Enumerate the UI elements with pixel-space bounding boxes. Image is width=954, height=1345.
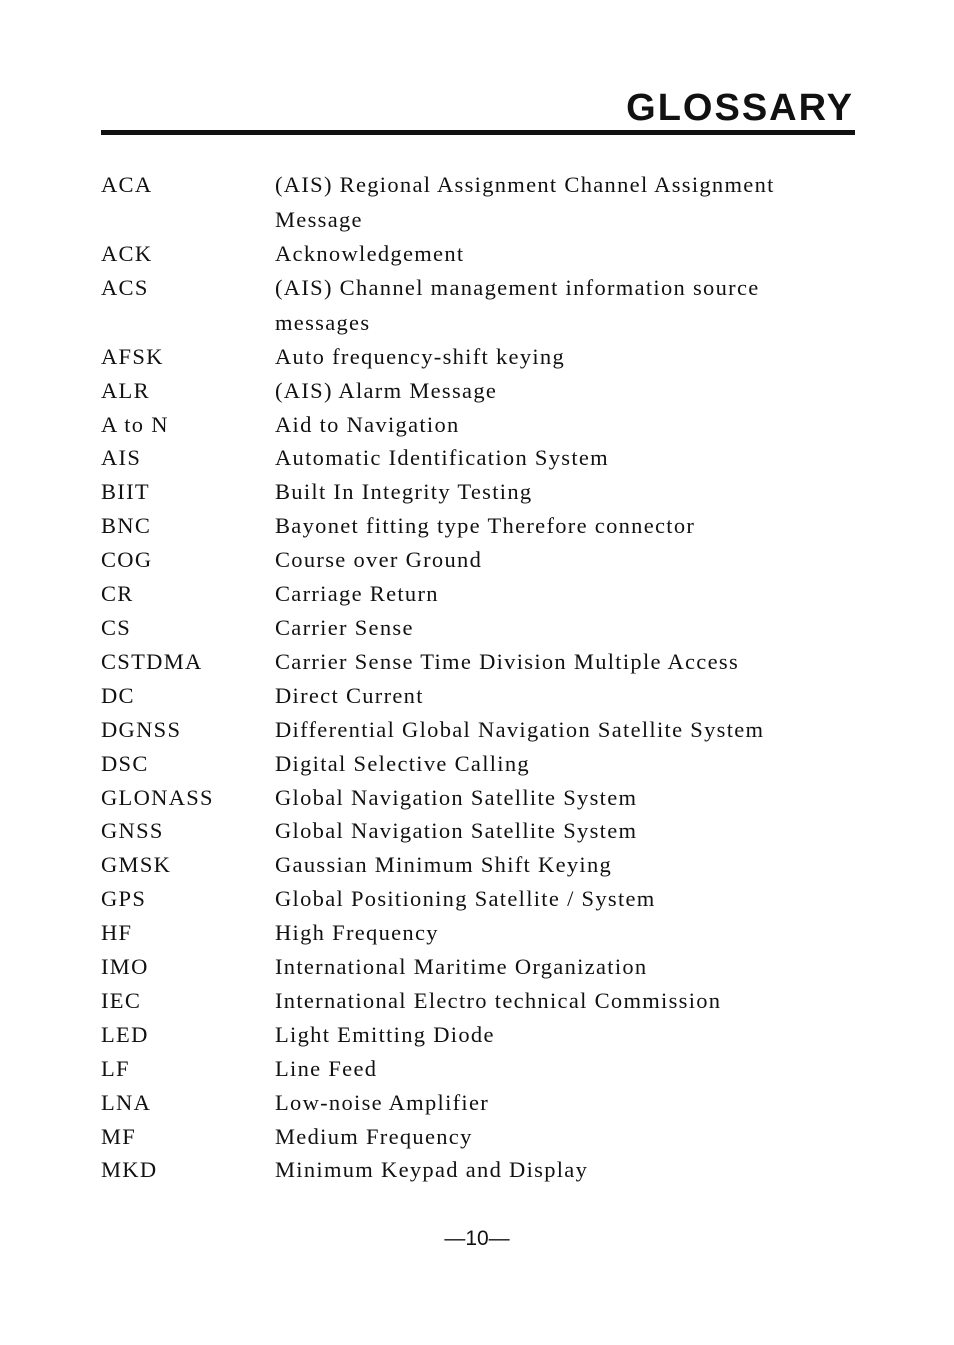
glossary-entry [101, 1119, 855, 1154]
glossary-definition: Global Positioning Satellite / System [275, 886, 656, 912]
glossary-term: CS [101, 614, 132, 640]
glossary-definition: Built In Integrity Testing [275, 479, 533, 505]
glossary-term: AIS [101, 445, 142, 471]
glossary-term: MF [101, 1123, 137, 1149]
glossary-definition: Carrier Sense Time Division Multiple Access [275, 648, 739, 674]
glossary-definition: International Maritime Organization [275, 954, 648, 980]
glossary-definition: Acknowledgement [275, 240, 465, 266]
glossary-term: BNC [101, 513, 152, 539]
glossary-term: ALR [101, 377, 150, 403]
glossary-definition: International Electro technical Commission [275, 987, 722, 1013]
glossary-definition: Direct Current [275, 682, 424, 708]
glossary-definition: Light Emitting Diode [275, 1021, 495, 1047]
glossary-entry [101, 440, 855, 475]
glossary-definition: Carriage Return [275, 581, 439, 607]
glossary-term: ACA [101, 172, 153, 197]
glossary-entry [101, 678, 855, 713]
glossary-term: GNSS [101, 818, 164, 844]
glossary-term: ACS [101, 274, 149, 300]
glossary-term: CSTDMA [101, 648, 203, 674]
glossary-definition: Global Navigation Satellite System [275, 818, 638, 844]
glossary-term: GLONASS [101, 784, 214, 810]
glossary-definition: (AIS) Alarm Message [275, 377, 498, 403]
glossary-entry [101, 1051, 855, 1086]
glossary-entry [101, 270, 855, 340]
glossary-definition: Auto frequency-shift keying [275, 343, 566, 369]
glossary-entry [101, 847, 855, 882]
glossary-definition: Course over Ground [275, 547, 483, 573]
glossary-term: LED [101, 1021, 149, 1047]
glossary-entry [101, 542, 855, 577]
glossary-definition: Differential Global Navigation Satellite System [275, 716, 765, 742]
glossary-entry [101, 813, 855, 848]
glossary-definition: (AIS) Channel management information source messages [275, 274, 760, 335]
glossary-entry [101, 236, 855, 271]
glossary-entry [101, 780, 855, 815]
glossary-term: LNA [101, 1089, 152, 1115]
glossary-entry [101, 508, 855, 543]
glossary-term: MKD [101, 1157, 158, 1183]
glossary-term: GPS [101, 886, 147, 912]
glossary-term: ACK [101, 240, 153, 266]
glossary-entry [101, 407, 855, 442]
glossary-term: AFSK [101, 343, 164, 369]
page-title: GLOSSARY [626, 87, 854, 129]
glossary-definition: High Frequency [275, 920, 439, 946]
glossary-entry [101, 1085, 855, 1120]
glossary-term: DC [101, 682, 135, 708]
glossary-term: LF [101, 1055, 130, 1081]
glossary-definition: Medium Frequency [275, 1123, 473, 1149]
glossary-entry [101, 881, 855, 916]
glossary-entry [101, 915, 855, 950]
glossary-entry [101, 949, 855, 984]
glossary-definition: Minimum Keypad and Display [275, 1157, 589, 1183]
glossary-definition: Gaussian Minimum Shift Keying [275, 852, 613, 878]
glossary-entry [101, 339, 855, 374]
glossary-entry [101, 983, 855, 1018]
glossary-definition: Carrier Sense [275, 614, 414, 640]
glossary-definition: Digital Selective Calling [275, 750, 530, 776]
glossary-entry [101, 746, 855, 781]
glossary-term: IEC [101, 987, 142, 1013]
glossary-definition: Low-noise Amplifier [275, 1089, 490, 1115]
glossary-entry [101, 474, 855, 509]
glossary-term: COG [101, 547, 153, 573]
page-number: —10— [444, 1227, 510, 1250]
glossary-definition: (AIS) Regional Assignment Channel Assignment Message [275, 172, 775, 232]
glossary-term: BIIT [101, 479, 150, 505]
glossary-definition: Global Navigation Satellite System [275, 784, 638, 810]
glossary-entry [101, 644, 855, 679]
glossary-term: A to N [101, 411, 169, 437]
glossary-entry [101, 167, 855, 237]
glossary-entry [101, 373, 855, 408]
glossary-entry [101, 576, 855, 611]
glossary-definition: Aid to Navigation [275, 411, 460, 437]
glossary-entry [101, 610, 855, 645]
glossary-term: DSC [101, 750, 149, 776]
glossary-entry [101, 1152, 855, 1187]
glossary-list [101, 167, 855, 1186]
glossary-term: CR [101, 581, 134, 607]
glossary-entry [101, 712, 855, 747]
glossary-entry [101, 1017, 855, 1052]
glossary-term: IMO [101, 954, 149, 980]
glossary-term: HF [101, 920, 133, 946]
glossary-term: GMSK [101, 852, 172, 878]
glossary-term: DGNSS [101, 716, 182, 742]
glossary-definition: Automatic Identification System [275, 445, 609, 471]
glossary-definition: Line Feed [275, 1055, 378, 1081]
glossary-definition: Bayonet fitting type Therefore connector [275, 513, 696, 539]
title-rule [101, 130, 855, 135]
